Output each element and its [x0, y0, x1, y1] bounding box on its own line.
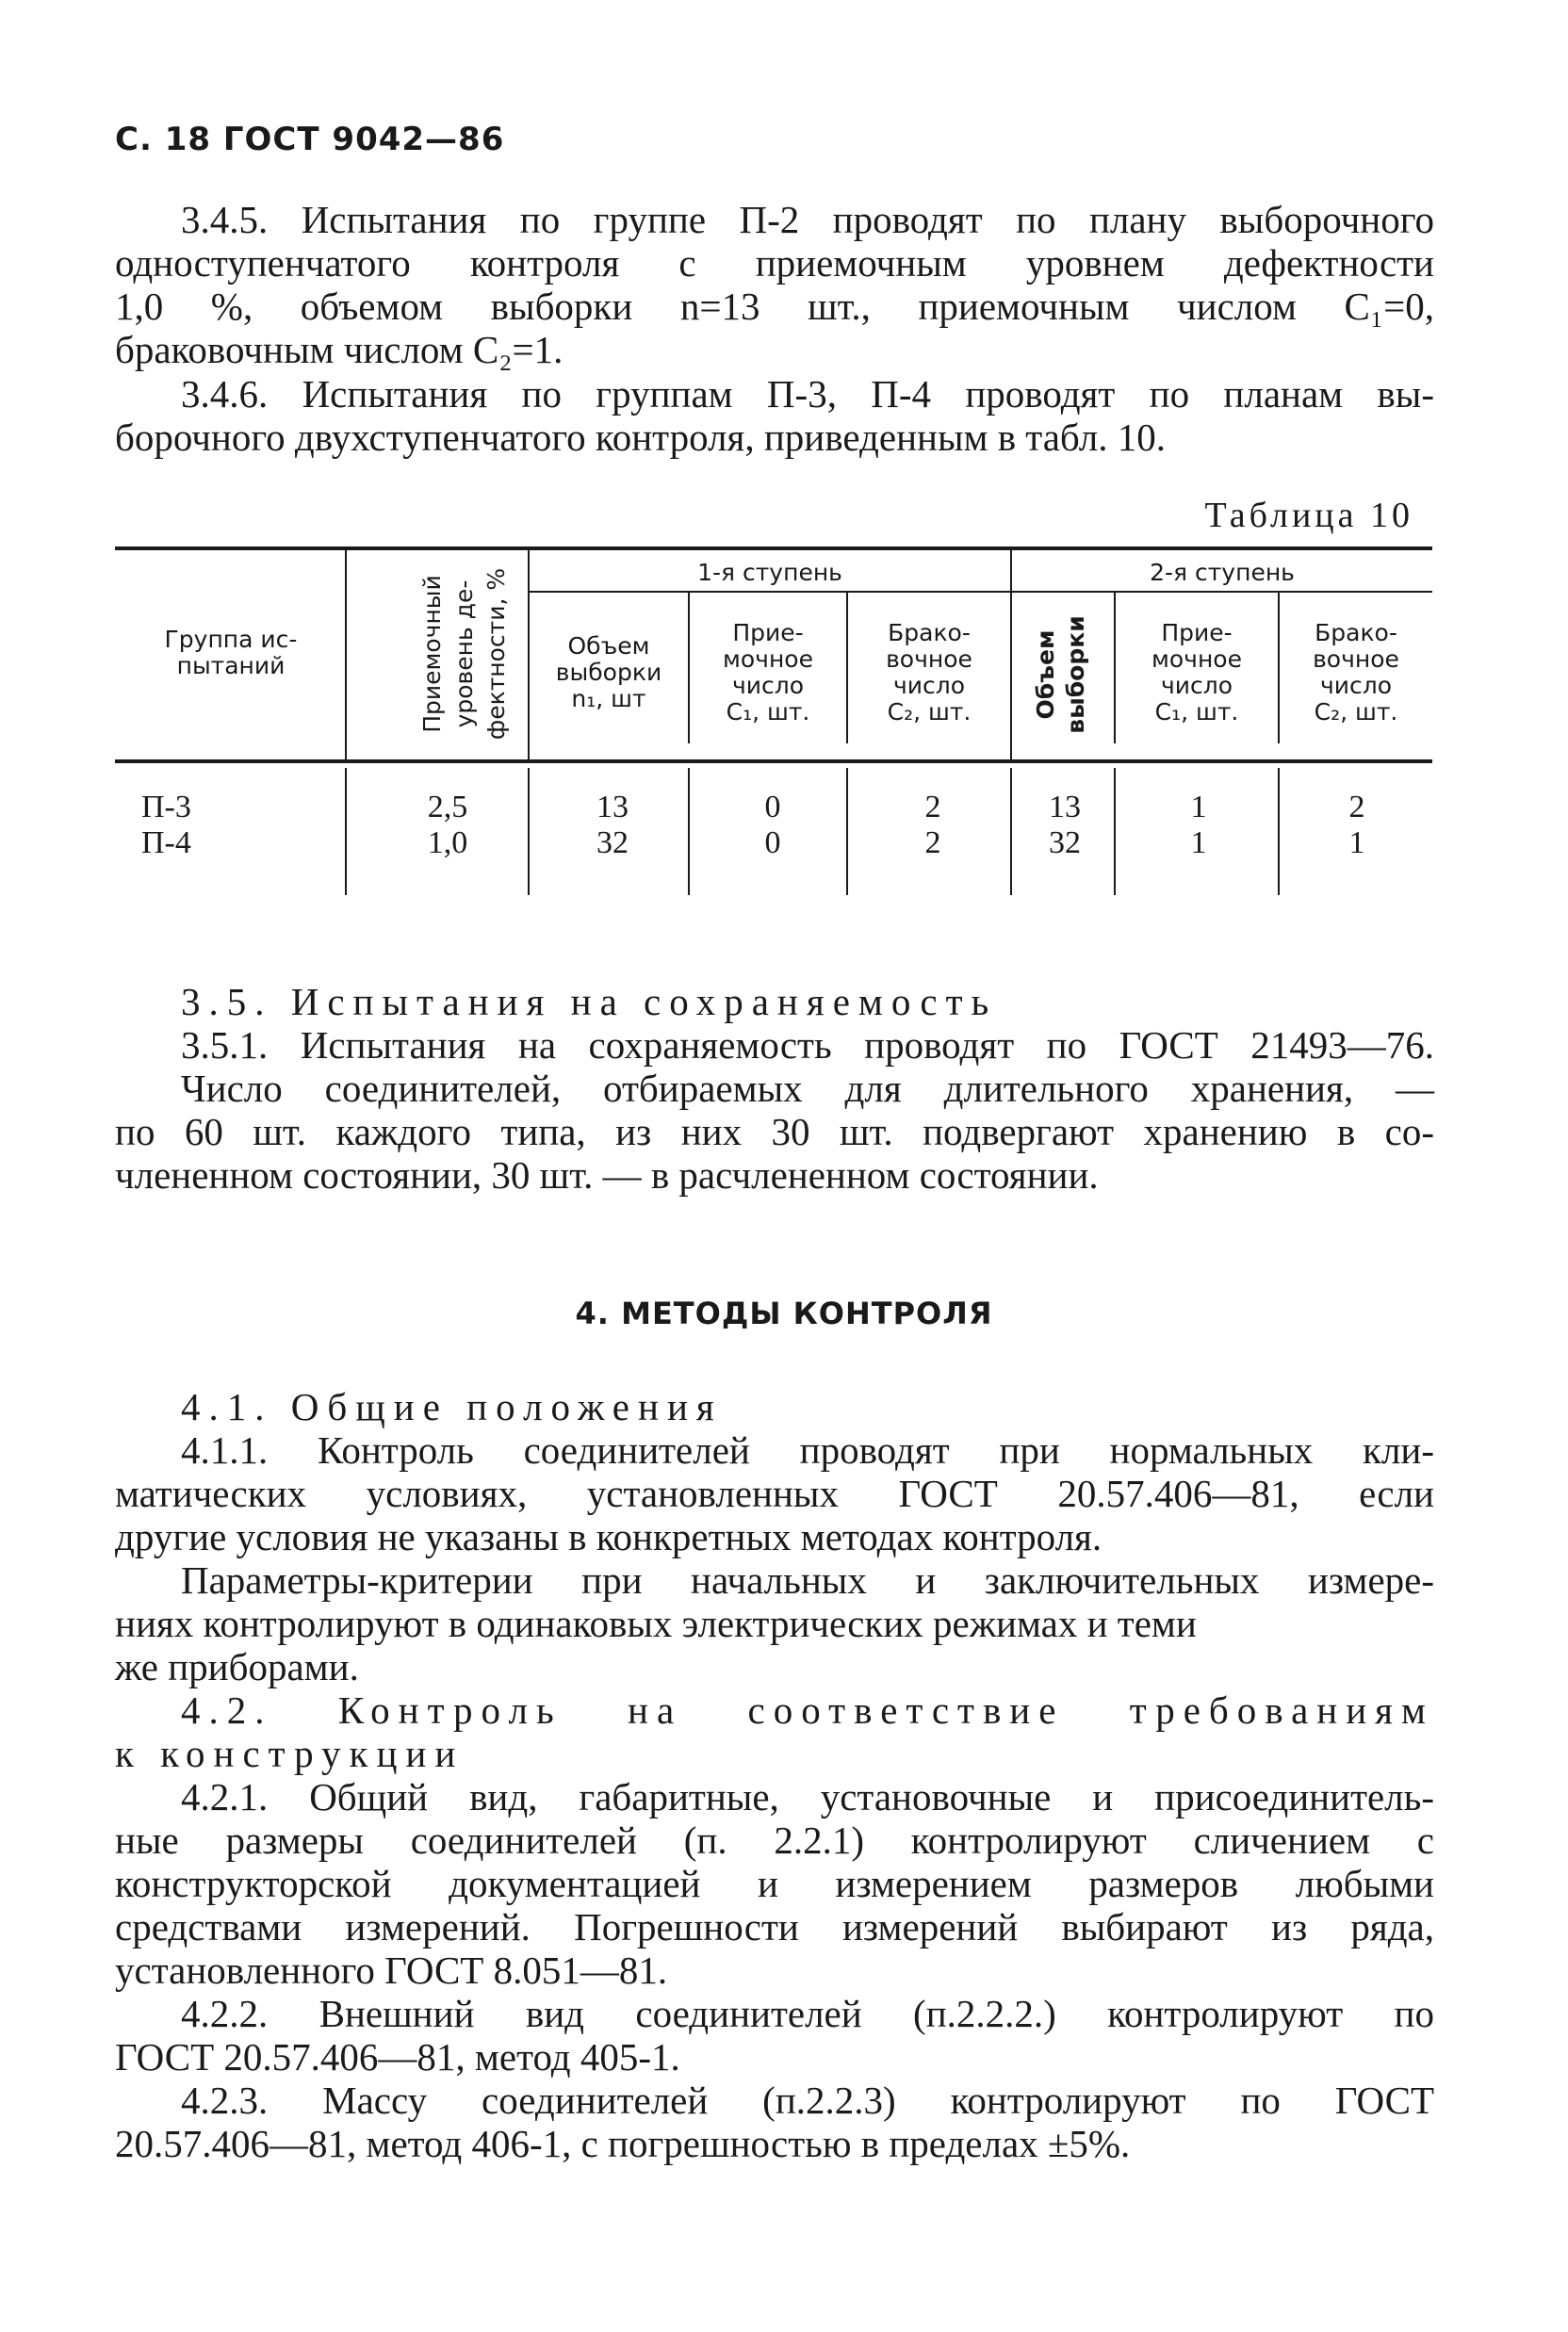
table-vrule [345, 768, 347, 895]
section-4-1 [115, 1385, 1434, 1688]
section-4-2 [115, 1688, 1434, 2165]
table-vrule [846, 593, 848, 743]
table-cell: П-4 [141, 825, 191, 860]
col-header-aql-line: уровень де- [450, 579, 478, 728]
col-header-stage-2: 2-я ступень [1150, 559, 1295, 586]
text-line: же приборами. [115, 1645, 359, 1688]
col-header-s2-accept: Прие- мочное число C₁, шт. [1152, 619, 1242, 726]
table-vrule [688, 593, 690, 743]
paragraph-3-4-5 [115, 198, 1434, 371]
text-line: матических условиях, установленных ГОСТ 20.57.406—81, если [115, 1472, 1434, 1515]
table-vrule [1010, 768, 1012, 895]
subsection-title: 4.1. Общие положения [181, 1385, 723, 1428]
text-line: борочного двухступенчатого контроля, приведенным в табл. 10. [115, 416, 1166, 459]
text-line: 3.5.1. Испытания на сохраняемость проводят по ГОСТ 21493—76. [181, 1023, 1434, 1067]
table-vrule [1278, 768, 1280, 895]
table-vrule [846, 768, 848, 895]
table-cell: П-3 [141, 790, 191, 824]
col-header-aql-line: Приемочный [418, 575, 446, 733]
table-header-rule [115, 759, 1432, 763]
text-line: ГОСТ 20.57.406—81, метод 405-1. [115, 2035, 680, 2079]
table-caption: Таблица 10 [1204, 496, 1413, 535]
col-header-s1-reject: Брако- вочное число C₂, шт. [886, 619, 972, 726]
table-cell: 2 [924, 790, 941, 824]
table-cell: 1 [1190, 825, 1207, 860]
subsection-title: к конструкции [115, 1732, 465, 1775]
col-header-s1-accept: Прие- мочное число C₁, шт. [723, 619, 813, 726]
section-title: 4. МЕТОДЫ КОНТРОЛЯ [575, 1296, 993, 1331]
table-cell: 13 [1049, 790, 1081, 824]
text-line: члененном состоянии, 30 шт. — в расчлененном состоянии. [115, 1153, 1099, 1197]
table-vrule [1114, 768, 1116, 895]
col-header-s2-sample-line: выборки [1062, 615, 1089, 734]
text-line: одноступенчатого контроля с приемочным уровнем дефектности [115, 241, 1434, 285]
text-line: установленного ГОСТ 8.051—81. [115, 1949, 668, 1992]
table-cell: 2 [1348, 790, 1365, 824]
paragraph-3-4-6 [115, 372, 1434, 459]
table-cell: 0 [764, 790, 781, 824]
table-cell: 1,0 [427, 825, 468, 860]
text-line: по 60 шт. каждого типа, из них 30 шт. подвергают хранению в со- [115, 1110, 1434, 1153]
page-header: С. 18 ГОСТ 9042—86 [115, 121, 505, 158]
table-cell: 0 [764, 825, 781, 860]
col-header-s2-sample [1012, 595, 1114, 754]
text-line: 4.2.1. Общий вид, габаритные, установочные и присоединитель- [181, 1775, 1434, 1818]
text-line: средствами измерений. Погрешности измерений выбирают из ряда, [115, 1905, 1434, 1949]
subsection-title: 3.5. Испытания на сохраняемость [181, 980, 998, 1023]
subsection-title: 4.2. Контроль на соответствие требованиям [181, 1688, 1434, 1732]
col-header-stage-1: 1-я ступень [697, 559, 842, 586]
table-vrule [528, 768, 530, 895]
table-vrule [528, 550, 530, 759]
col-header-aql-line: фектности, % [482, 567, 510, 741]
table-cell: 1 [1348, 825, 1365, 860]
text-line: конструкторской документацией и измерением размеров любыми [115, 1862, 1434, 1905]
table-vrule [1114, 593, 1116, 743]
table-cell: 1 [1190, 790, 1207, 824]
col-header-s1-sample: Объем выборки n₁, шт [555, 632, 662, 712]
text-line: 4.2.2. Внешний вид соединителей (п.2.2.2.) контролируют по [181, 1992, 1434, 2035]
table-top-rule [115, 546, 1432, 550]
text-line: 3.4.5. Испытания по группе П-2 проводят по плану выборочного [181, 198, 1434, 241]
table-vrule [1278, 593, 1280, 743]
text-line: 4.2.3. Массу соединителей (п.2.2.3) контролируют по ГОСТ [181, 2079, 1434, 2122]
col-header-group: Группа ис- пытаний [164, 626, 298, 679]
table-stage-rule [528, 591, 1432, 593]
text-line: 4.1.1. Контроль соединителей проводят при нормальных кли- [181, 1428, 1434, 1472]
table-vrule [1010, 550, 1012, 759]
col-header-aql [351, 554, 522, 754]
text-line: 20.57.406—81, метод 406-1, с погрешностью в пределах ±5%. [115, 2122, 1131, 2165]
text-line: 1,0 %, объемом выборки n=13 шт., приемочным числом C₁=0, [115, 285, 1434, 328]
text-line: Число соединителей, отбираемых для длительного хранения, — [181, 1067, 1434, 1110]
table-vrule [345, 550, 347, 759]
text-line: браковочным числом C₂=1. [115, 328, 564, 371]
table-cell: 32 [596, 825, 629, 860]
col-header-s2-reject: Брако- вочное число C₂, шт. [1313, 619, 1399, 726]
text-line: 3.4.6. Испытания по группам П-3, П-4 проводят по планам вы- [181, 372, 1434, 416]
text-line: ные размеры соединителей (п. 2.2.1) контролируют сличением с [115, 1818, 1434, 1862]
table-cell: 2 [924, 825, 941, 860]
table-vrule [688, 768, 690, 895]
table-cell: 13 [596, 790, 629, 824]
section-3-5 [115, 980, 1434, 1197]
text-line: ниях контролируют в одинаковых электрических режимах и теми [115, 1602, 1197, 1645]
table-cell: 32 [1049, 825, 1081, 860]
col-header-s2-sample-line: Объем [1032, 629, 1059, 720]
text-line: Параметры-критерии при начальных и заключительных измере- [181, 1558, 1434, 1602]
text-line: другие условия не указаны в конкретных методах контроля. [115, 1515, 1102, 1558]
table-cell: 2,5 [427, 790, 468, 824]
